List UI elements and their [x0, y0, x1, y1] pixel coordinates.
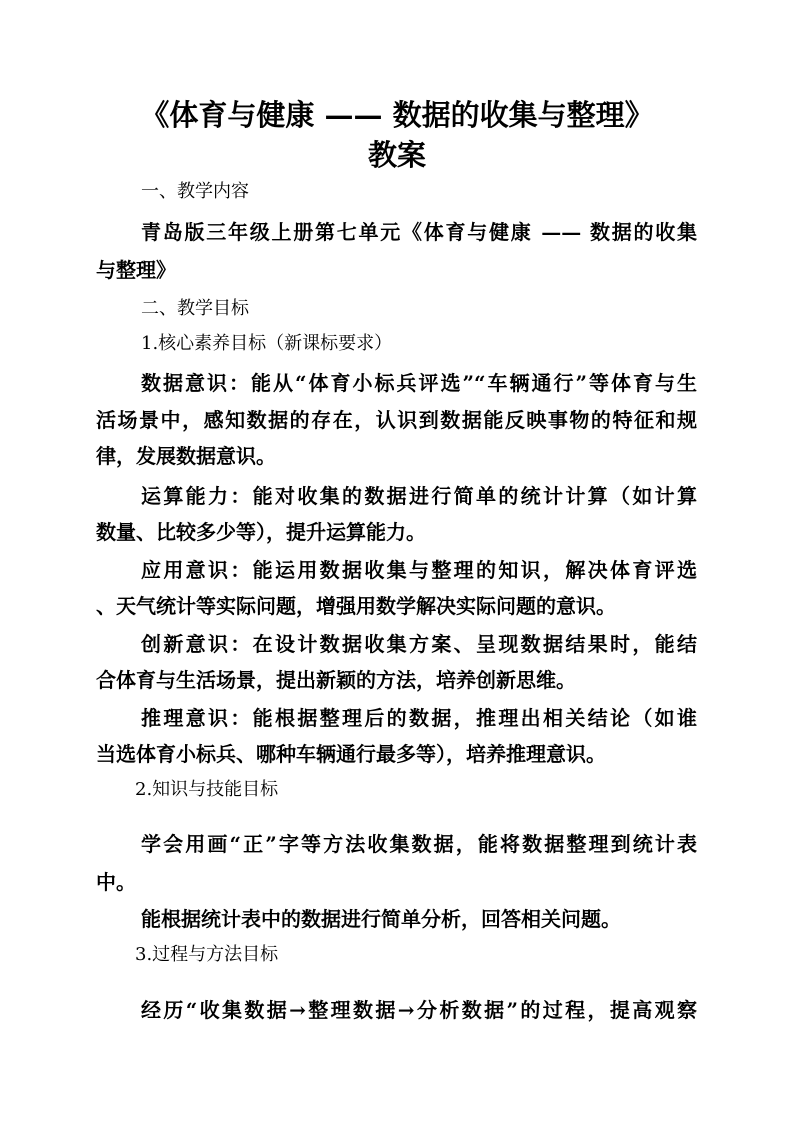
paragraph-application-line-1: 应用意识：能运用数据收集与整理的知识，解决体育评选 — [141, 558, 697, 582]
paragraph-application-line-2: 、天气统计等实际问题，增强用数学解决实际问题的意识。 — [96, 594, 616, 618]
paragraph-innovation-line-2: 合体育与生活场景，提出新颖的方法，培养创新思维。 — [96, 668, 576, 692]
paragraph-calculation-line-2: 数量、比较多少等），提升运算能力。 — [96, 520, 426, 544]
paragraph-data-awareness-line-1: 数据意识：能从“体育小标兵评选”“车辆通行”等体育与生 — [141, 371, 697, 395]
subheading-core-literacy: 1.核心素养目标（新课标要求） — [141, 333, 393, 354]
document-title-line-2: 教案 — [367, 138, 426, 172]
paragraph-content-line-2: 与整理》 — [96, 258, 176, 282]
paragraph-content-line-1: 青岛版三年级上册第七单元《体育与健康 —— 数据的收集 — [141, 220, 697, 244]
paragraph-data-awareness-line-3: 律，发展数据意识。 — [96, 444, 276, 468]
paragraph-reasoning-line-1: 推理意识：能根据整理后的数据，推理出相关结论（如谁 — [141, 706, 697, 730]
paragraph-knowledge-line-2: 中。 — [96, 870, 136, 894]
section-heading-teaching-goals: 二、教学目标 — [141, 298, 249, 319]
paragraph-innovation-line-1: 创新意识：在设计数据收集方案、呈现数据结果时，能结 — [141, 632, 697, 656]
section-heading-teaching-content: 一、教学内容 — [141, 181, 249, 202]
paragraph-process-line-1: 经历“收集数据→整理数据→分析数据”的过程，提高观察 — [141, 998, 697, 1022]
subheading-process-methods: 3.过程与方法目标 — [135, 944, 279, 965]
subheading-knowledge-skills: 2.知识与技能目标 — [135, 779, 279, 800]
paragraph-data-awareness-line-2: 活场景中，感知数据的存在，认识到数据能反映事物的特征和规 — [96, 408, 697, 432]
paragraph-calculation-line-1: 运算能力：能对收集的数据进行简单的统计计算（如计算 — [141, 484, 697, 508]
paragraph-reasoning-line-2: 当选体育小标兵、哪种车辆通行最多等），培养推理意识。 — [96, 742, 606, 766]
document-title-line-1: 《体育与健康 —— 数据的收集与整理》 — [140, 98, 654, 132]
paragraph-knowledge-line-3: 能根据统计表中的数据进行简单分析，回答相关问题。 — [141, 907, 621, 931]
paragraph-knowledge-line-1: 学会用画“正”字等方法收集数据，能将数据整理到统计表 — [141, 832, 697, 856]
